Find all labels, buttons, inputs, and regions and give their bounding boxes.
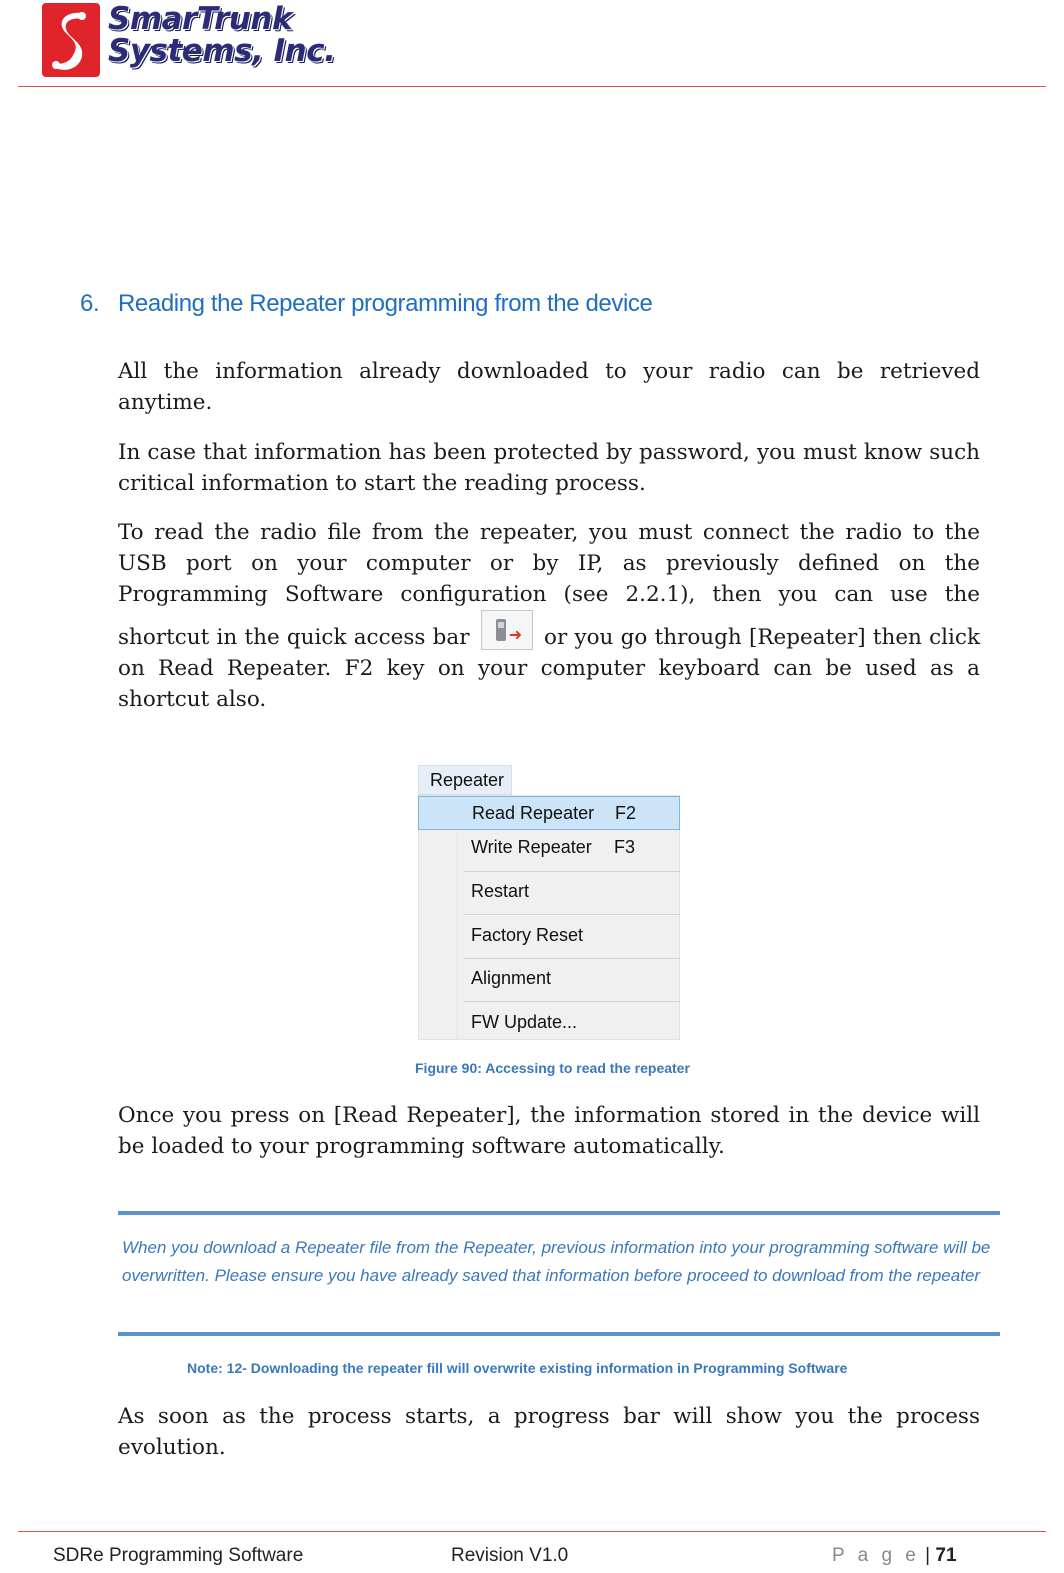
section-number: 6.: [80, 290, 100, 317]
menu-separator: [464, 958, 680, 959]
logo-line-1: SmarTrunk: [108, 1, 293, 37]
menu-separator: [464, 1001, 680, 1002]
menu-item-label: Write Repeater: [471, 837, 592, 857]
menu-item-fw-update[interactable]: [418, 1006, 680, 1040]
note-caption: Note: 12- Downloading the repeater fill will overwrite existing information in Programming Software: [187, 1360, 848, 1376]
footer-revision: Revision V1.0: [451, 1545, 569, 1566]
section-title: Reading the Repeater programming from the device: [118, 290, 653, 317]
read-repeater-icon[interactable]: ➜: [481, 610, 533, 650]
company-logo: [42, 3, 342, 79]
menu-item-label: Read Repeater: [472, 803, 595, 823]
footer-page: [832, 1545, 957, 1567]
note-bottom-rule: [118, 1332, 1000, 1336]
menu-item-read-repeater[interactable]: [418, 796, 680, 830]
menu-item-label: FW Update...: [471, 1012, 578, 1032]
section-heading: [80, 290, 652, 318]
footer-page-word: P a g e: [832, 1545, 920, 1566]
menu-item-label: Alignment: [471, 968, 552, 988]
figure-caption: Figure 90: Accessing to read the repeater: [415, 1060, 690, 1076]
menu-item-write-repeater[interactable]: [418, 831, 680, 865]
menu-item-label: Restart: [471, 881, 530, 901]
paragraph-3: [118, 517, 980, 715]
footer-doc-name: SDRe Programming Software: [53, 1545, 304, 1566]
logo-line-2: Systems, Inc.: [108, 33, 336, 69]
paragraph-2: In case that information has been protected by password, you must know such critical information to start the reading process.: [118, 440, 980, 496]
menu-separator: [464, 914, 680, 915]
menu-separator: [464, 871, 680, 872]
footer-divider: [18, 1531, 1046, 1532]
header-divider: [18, 86, 1046, 87]
menu-item-shortcut: F3: [614, 837, 636, 857]
note-text: When you download a Repeater file from the Repeater, previous information into your programming software will be overwritten. Please ensure you have already saved that information before proceed to download from the repeater: [122, 1238, 991, 1285]
paragraph-1: All the information already downloaded to your radio can be retrieved anytime.: [118, 359, 980, 415]
menu-item-factory-reset[interactable]: [418, 919, 680, 953]
menu-item-alignment[interactable]: [418, 962, 680, 996]
logo-wordmark: [108, 3, 335, 67]
menu-item-restart[interactable]: [418, 875, 680, 909]
menu-item-label: Factory Reset: [471, 925, 584, 945]
logo-s-icon: [42, 3, 100, 77]
paragraph-4: Once you press on [Read Repeater], the information stored in the device will be loaded to your programming software automatically.: [118, 1103, 980, 1159]
paragraph-5: As soon as the process starts, a progress bar will show you the process evolution.: [118, 1404, 980, 1460]
footer-separator: |: [925, 1545, 931, 1566]
paragraph-3-end: or you go through [Repeater] then click on Read Repeater. F2 key on your computer keyboard can be used as a shortcut also.: [118, 625, 981, 712]
note-top-rule: [118, 1211, 1000, 1215]
menu-item-shortcut: F2: [615, 803, 637, 823]
footer-page-number: 71: [935, 1545, 957, 1566]
repeater-menu-figure: [418, 765, 680, 1040]
menu-title-repeater[interactable]: Repeater: [418, 765, 512, 795]
paragraph-3-start: To read the radio file from the repeater, you must connect the radio to the USB port on your computer or by IP, as previously defined on the Programming Software configuration (see 2.2.1), then you can use the shortcut in the quick access bar: [118, 520, 980, 650]
